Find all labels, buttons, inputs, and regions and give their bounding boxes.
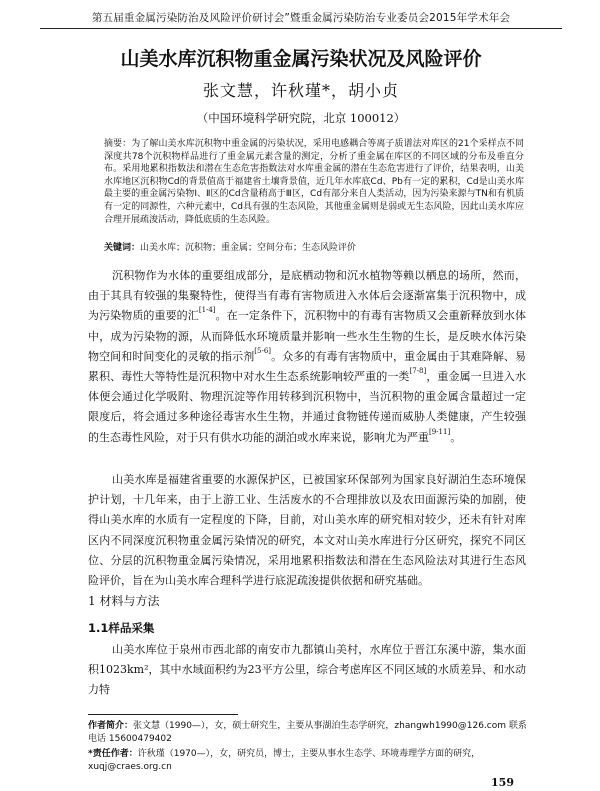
- footnote-corresponding: [88, 748, 528, 774]
- page-number: 159: [491, 776, 514, 789]
- footnote-rule: [88, 714, 238, 715]
- p1-text-e: 。: [450, 430, 462, 444]
- intro-paragraph-1: [88, 266, 526, 448]
- intro-paragraph-2: 山美水库是福建省重要的水源保护区，已被国家环保部列为国家良好湖泊生态环境保护计划，十几年来，由于上游工业、生活废水的不合理排放以及农田面源污染的加剧，使得山美水库的水质有一定程度的下降，目前，对山美水库的研究相对较少，还未有针对库区内不同深度沉积物重金属污染情况的研究，本文对山美水库进行分区研究，探究不同区位、分层的沉积物重金属污染情况，采用地累积指数法和潜在生态风险法对其进行生态风险评价，旨在为山美水库合理科学进行底泥疏浚提供依据和研究基础。: [88, 473, 526, 588]
- citation: [1-4]: [198, 306, 216, 315]
- footnote-author-text: 张文慧（1990—），女，硕士研究生，主要从事湖泊生态学研究，zhangwh1990@126.com 联系电话 15600479402: [88, 721, 527, 744]
- citation: [7-8]: [409, 367, 427, 376]
- p1-text-d: ，重金属一旦进入水体便会通过化学吸附、物理沉淀等作用转移到沉积物中，当沉积物的重金属含量超过一定限度后，将会通过多种途径毒害水生生物，并通过食物链传递而威胁人类健康，产生较强的生态毒性风险，对于只有供水功能的湖泊或水库来说，影响尤为严重: [88, 370, 527, 444]
- paper-title: 山美水库沉积物重金属污染状况及风险评价: [120, 48, 482, 70]
- p1-text-b: 。在一定条件下，沉积物中的有毒有害物质又会重新释放到水体中，成为污染物的源，从而降低水环境质量并影响一些水生生物的生长，是反映水体污染物空间和时间变化的灵敏的指示剂: [88, 309, 526, 363]
- p1-text-a: 沉积物作为水体的重要组成部分，是底栖动物和沉水植物等赖以栖息的场所，然而，由于其具有较强的集聚特性，使得当有毒有害物质进入水体后会逐渐富集于沉积物中，成为污染物质的重要的汇: [88, 269, 526, 323]
- header-rule: [40, 28, 562, 29]
- methods-paragraph: 山美水库位于泉州市西北部的南安市九都镇山美村，水库位于晋江东溪中游，集水面积1023km²，其中水域面积约为23平方公里，综合考虑库区不同区域的水质差异、和水动力特: [88, 643, 526, 697]
- keywords-text: 山美水库；沉积物；重金属；空间分布；生态风险评价: [140, 243, 357, 253]
- authors: 张文慧，许秋瑾*，胡小贞: [202, 81, 399, 100]
- footnote-corresponding-text: 许秋瑾（1970—），女，研究员，博士，主要从事水生态学、环境毒理学方面的研究，xuqj@craes.org.cn: [88, 749, 481, 772]
- abstract: 摘要：为了解山美水库沉积物中重金属的污染状况，采用电感耦合等离子质谱法对库区的21个采样点不同深度共78个沉积物样品进行了重金属元素含量的测定，分析了重金属在库区的不同区域的分布及垂直分布。采用地累积指数法和潜在生态危害指数法对水库重金属的潜在生态危害进行了评价，结果表明，山美水库地区沉积物Cd的背景值高于福建省土壤背景值，近几年水库底Cd、Pb有一定的累积，Cd是山美水库最主要的重金属污染物Ⅰ、Ⅱ区的Cd含量稍高于Ⅲ区，Cd有部分来自人类活动，因为污染来源与TN和有机质有一定的同源性，六种元素中，Cd具有强的生态风险，其他重金属则是弱或无生态风险，因此山美水库应合理开展疏浚活动，降低底质的生态风险。: [104, 139, 524, 225]
- running-header: 第五届重金属污染防治及风险评价研讨会”暨重金属污染防治专业委员会2015年学术年会: [91, 12, 511, 24]
- subsection-heading: 1.1样品采集: [88, 621, 155, 635]
- keywords: [104, 240, 524, 253]
- footnote-corresponding-label: *责任作者：: [88, 749, 138, 759]
- affiliation: （中国环境科学研究院，北京 100012）: [196, 111, 406, 125]
- footnote-author: [88, 720, 528, 746]
- citation: [5-6]: [254, 346, 272, 355]
- keywords-label: 关键词：: [104, 243, 141, 253]
- section-heading: 1 材料与方法: [88, 594, 160, 608]
- citation: [9-11]: [429, 427, 451, 436]
- footnote-author-label: 作者简介：: [88, 721, 134, 731]
- p1-text-c: 。众多的有毒有害物质中，重金属由于其难降解、易累积、毒性大等特性是沉积物中对水生生态系统影响较严重的一类: [88, 349, 527, 384]
